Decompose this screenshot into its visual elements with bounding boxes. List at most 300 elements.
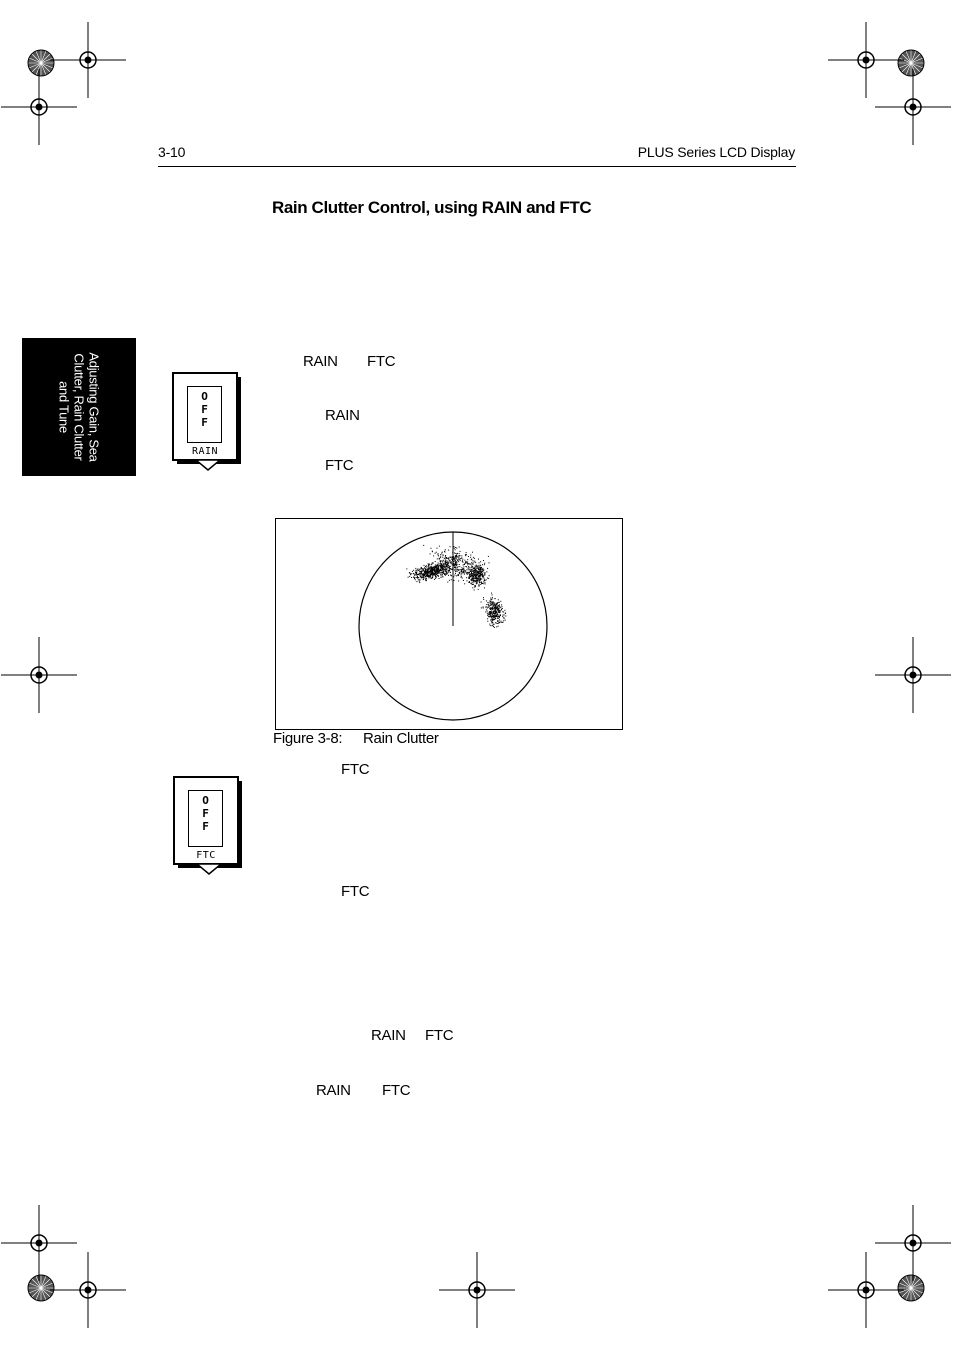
clutter-dot xyxy=(473,571,474,572)
clutter-dot xyxy=(436,552,437,553)
clutter-dot xyxy=(483,581,484,582)
clutter-dot xyxy=(490,608,491,609)
clutter-dot xyxy=(445,568,446,569)
clutter-dot xyxy=(502,608,503,609)
clutter-dot xyxy=(473,581,474,582)
clutter-dot xyxy=(485,611,486,612)
clutter-dot xyxy=(438,563,439,564)
clutter-dot xyxy=(471,567,472,568)
clutter-dot xyxy=(476,573,477,574)
clutter-dot xyxy=(412,571,413,572)
clutter-dot xyxy=(483,599,484,600)
clutter-dot xyxy=(413,577,414,578)
clutter-dot xyxy=(472,571,473,572)
clutter-dot xyxy=(445,564,446,565)
clutter-dot xyxy=(481,602,482,603)
clutter-dot xyxy=(482,576,483,577)
clutter-dot xyxy=(450,572,451,573)
clutter-dot xyxy=(481,567,482,568)
clutter-dot xyxy=(505,613,506,614)
clutter-dot xyxy=(472,560,473,561)
clutter-dot xyxy=(409,576,410,577)
clutter-dot xyxy=(489,562,490,563)
clutter-dot xyxy=(429,576,430,577)
clutter-dot xyxy=(408,577,409,578)
clutter-dot xyxy=(496,612,497,613)
page-number: 3-10 xyxy=(158,144,186,160)
clutter-dot xyxy=(501,609,502,610)
clutter-dot xyxy=(479,584,480,585)
clutter-dot xyxy=(499,602,500,603)
clutter-dot xyxy=(436,574,437,575)
clutter-dot xyxy=(460,558,461,559)
clutter-dot xyxy=(455,549,456,550)
clutter-dot xyxy=(458,566,459,567)
clutter-dot xyxy=(426,572,427,573)
clutter-dot xyxy=(496,623,497,624)
clutter-dot xyxy=(441,571,442,572)
clutter-dot xyxy=(489,614,490,615)
clutter-dot xyxy=(438,567,439,568)
clutter-dot xyxy=(467,562,468,563)
clutter-dot xyxy=(477,568,478,569)
clutter-dot xyxy=(484,575,485,576)
clutter-dot xyxy=(435,553,436,554)
clutter-dot xyxy=(476,582,477,583)
clutter-dot xyxy=(443,563,444,564)
clutter-dot xyxy=(440,556,441,557)
clutter-dot xyxy=(499,615,500,616)
clutter-dot xyxy=(497,606,498,607)
clutter-dot xyxy=(433,555,434,556)
clutter-dot xyxy=(456,565,457,566)
clutter-dot xyxy=(439,569,440,570)
clutter-dot xyxy=(455,547,456,548)
clutter-dot xyxy=(431,568,432,569)
clutter-dot xyxy=(471,562,472,563)
clutter-dot xyxy=(445,574,446,575)
clutter-dot xyxy=(428,572,429,573)
clutter-dot xyxy=(491,602,492,603)
clutter-dot xyxy=(430,567,431,568)
clutter-dot xyxy=(468,582,469,583)
clutter-dot xyxy=(431,574,432,575)
clutter-dot xyxy=(414,573,415,574)
clutter-dot xyxy=(489,624,490,625)
clutter-dot xyxy=(437,571,438,572)
clutter-dot xyxy=(465,570,466,571)
clutter-dot xyxy=(440,557,441,558)
clutter-dot xyxy=(411,577,412,578)
clutter-dot xyxy=(499,616,500,617)
clutter-dot xyxy=(438,553,439,554)
clutter-dot xyxy=(445,571,446,572)
clutter-dot xyxy=(424,577,425,578)
clutter-dot xyxy=(491,605,492,606)
clutter-dot xyxy=(461,571,462,572)
clutter-dot xyxy=(434,567,435,568)
clutter-dot xyxy=(447,562,448,563)
clutter-dot xyxy=(478,585,479,586)
clutter-dot xyxy=(449,570,450,571)
clutter-dot xyxy=(445,560,446,561)
clutter-dot xyxy=(448,572,449,573)
clutter-dot xyxy=(430,576,431,577)
clutter-dot xyxy=(467,580,468,581)
body-keyword-ftc: FTC xyxy=(341,883,370,900)
clutter-dot xyxy=(455,563,456,564)
clutter-dot xyxy=(438,573,439,574)
clutter-dot xyxy=(479,582,480,583)
clutter-dot xyxy=(456,548,457,549)
body-keyword-ftc: FTC xyxy=(325,457,354,474)
clutter-dot xyxy=(422,568,423,569)
clutter-dot xyxy=(471,573,472,574)
clutter-dot xyxy=(418,574,419,575)
clutter-dot xyxy=(478,589,479,590)
clutter-dot xyxy=(474,568,475,569)
clutter-dot xyxy=(498,616,499,617)
clutter-dot xyxy=(480,565,481,566)
clutter-dot xyxy=(450,562,451,563)
clutter-dot xyxy=(430,569,431,570)
clutter-dot xyxy=(472,578,473,579)
clutter-dot xyxy=(493,607,494,608)
clutter-dot xyxy=(465,555,466,556)
clutter-dot xyxy=(410,573,411,574)
clutter-dot xyxy=(430,572,431,573)
clutter-dot xyxy=(457,571,458,572)
clutter-dot xyxy=(458,575,459,576)
clutter-dot xyxy=(490,603,491,604)
clutter-dot xyxy=(419,581,420,582)
clutter-dot xyxy=(461,557,462,558)
clutter-dot xyxy=(447,582,448,583)
clutter-dot xyxy=(421,571,422,572)
clutter-dot xyxy=(422,571,423,572)
clutter-dot xyxy=(484,587,485,588)
clutter-dot xyxy=(456,561,457,562)
clutter-dot xyxy=(484,579,485,580)
clutter-dot xyxy=(479,562,480,563)
clutter-dot xyxy=(426,578,427,579)
clutter-dot xyxy=(470,557,471,558)
clutter-dot xyxy=(469,574,470,575)
clutter-dot xyxy=(439,559,440,560)
clutter-dot xyxy=(440,554,441,555)
clutter-dot xyxy=(424,567,425,568)
clutter-dot xyxy=(496,626,497,627)
clutter-dot xyxy=(484,580,485,581)
clutter-dot xyxy=(417,577,418,578)
clutter-dot xyxy=(477,578,478,579)
clutter-dot xyxy=(419,569,420,570)
clutter-dot xyxy=(479,580,480,581)
clutter-dot xyxy=(490,602,491,603)
clutter-dot xyxy=(480,561,481,562)
clutter-dot xyxy=(486,571,487,572)
clutter-dot xyxy=(467,563,468,564)
clutter-dot xyxy=(438,568,439,569)
clutter-dot xyxy=(438,575,439,576)
clutter-dot xyxy=(435,574,436,575)
clutter-dot xyxy=(454,560,455,561)
clutter-dot xyxy=(406,568,407,569)
clutter-dot xyxy=(479,585,480,586)
clutter-dot xyxy=(463,580,464,581)
clutter-dot xyxy=(449,560,450,561)
clutter-dot xyxy=(463,564,464,565)
clutter-dot xyxy=(484,582,485,583)
clutter-dot xyxy=(452,569,453,570)
clutter-dot xyxy=(419,579,420,580)
clutter-dot xyxy=(486,600,487,601)
clutter-dot xyxy=(478,573,479,574)
clutter-dot xyxy=(478,569,479,570)
clutter-dot xyxy=(445,567,446,568)
clutter-dot xyxy=(415,572,416,573)
clutter-dot xyxy=(482,568,483,569)
clutter-dot xyxy=(461,572,462,573)
clutter-dot xyxy=(468,566,469,567)
clutter-dot xyxy=(491,593,492,594)
clutter-dot xyxy=(498,611,499,612)
clutter-dot xyxy=(425,579,426,580)
clutter-dot xyxy=(487,618,488,619)
clutter-dot xyxy=(474,574,475,575)
ftc-softkey xyxy=(173,776,243,876)
clutter-dot xyxy=(439,578,440,579)
clutter-dot xyxy=(490,615,491,616)
clutter-dot xyxy=(425,572,426,573)
clutter-dot xyxy=(497,614,498,615)
clutter-dot xyxy=(445,566,446,567)
clutter-dot xyxy=(486,579,487,580)
clutter-dot xyxy=(492,609,493,610)
clutter-dot xyxy=(473,573,474,574)
body-keyword-rain: RAIN xyxy=(371,1027,406,1044)
clutter-dot xyxy=(470,579,471,580)
clutter-dot xyxy=(476,566,477,567)
clutter-dot xyxy=(495,618,496,619)
clutter-dot xyxy=(437,558,438,559)
clutter-dot xyxy=(501,604,502,605)
clutter-dot xyxy=(496,603,497,604)
clutter-dot xyxy=(481,569,482,570)
clutter-dot xyxy=(485,607,486,608)
clutter-dot xyxy=(443,560,444,561)
clutter-dot xyxy=(482,574,483,575)
clutter-dot xyxy=(468,573,469,574)
clutter-dot xyxy=(473,580,474,581)
clutter-dot xyxy=(437,548,438,549)
clutter-dot xyxy=(470,583,471,584)
clutter-dot xyxy=(468,563,469,564)
clutter-dot xyxy=(422,574,423,575)
clutter-dot xyxy=(488,556,489,557)
clutter-dot xyxy=(495,615,496,616)
clutter-dot xyxy=(483,597,484,598)
clutter-dot xyxy=(429,568,430,569)
clutter-dot xyxy=(442,567,443,568)
clutter-dot xyxy=(500,601,501,602)
clutter-dot xyxy=(437,554,438,555)
clutter-dot xyxy=(470,569,471,570)
clutter-dot xyxy=(471,576,472,577)
clutter-dot xyxy=(448,558,449,559)
clutter-dot xyxy=(468,568,469,569)
clutter-dot xyxy=(438,570,439,571)
clutter-dot xyxy=(474,570,475,571)
clutter-dot xyxy=(493,612,494,613)
clutter-dot xyxy=(464,574,465,575)
clutter-dot xyxy=(428,577,429,578)
clutter-dot xyxy=(499,619,500,620)
clutter-dot xyxy=(446,569,447,570)
clutter-dot xyxy=(439,546,440,547)
clutter-dot xyxy=(423,545,424,546)
clutter-dot xyxy=(479,576,480,577)
clutter-dot xyxy=(479,577,480,578)
clutter-dot xyxy=(489,606,490,607)
clutter-dot xyxy=(455,573,456,574)
clutter-dot xyxy=(483,560,484,561)
body-keyword-ftc: FTC xyxy=(341,761,370,778)
clutter-dot xyxy=(495,616,496,617)
clutter-dot xyxy=(421,567,422,568)
clutter-dot xyxy=(494,610,495,611)
clutter-dot xyxy=(459,573,460,574)
clutter-dot xyxy=(415,579,416,580)
clutter-dot xyxy=(459,556,460,557)
clutter-dot xyxy=(467,574,468,575)
clutter-dot xyxy=(461,577,462,578)
clutter-dot xyxy=(480,579,481,580)
clutter-dot xyxy=(452,559,453,560)
radar-display xyxy=(276,519,622,729)
clutter-dot xyxy=(457,562,458,563)
clutter-dot xyxy=(441,553,442,554)
clutter-dot xyxy=(465,566,466,567)
body-keyword-ftc: FTC xyxy=(425,1027,454,1044)
clutter-dot xyxy=(409,572,410,573)
clutter-dot xyxy=(452,564,453,565)
clutter-dot xyxy=(493,601,494,602)
clutter-dot xyxy=(432,570,433,571)
clutter-dot xyxy=(456,575,457,576)
clutter-dot xyxy=(435,569,436,570)
clutter-dot xyxy=(455,560,456,561)
clutter-dot xyxy=(447,561,448,562)
clutter-dot xyxy=(497,610,498,611)
clutter-dot xyxy=(425,566,426,567)
figure-number: Figure 3-8: xyxy=(273,730,343,747)
clutter-dot xyxy=(448,563,449,564)
clutter-dot xyxy=(475,569,476,570)
clutter-dot xyxy=(475,565,476,566)
clutter-dot xyxy=(437,565,438,566)
chapter-side-tab xyxy=(22,338,136,476)
clutter-dot xyxy=(446,572,447,573)
clutter-dot xyxy=(494,605,495,606)
clutter-dot xyxy=(479,581,480,582)
clutter-dot xyxy=(490,598,491,599)
clutter-dot xyxy=(474,585,475,586)
clutter-dot xyxy=(426,567,427,568)
clutter-dot xyxy=(499,604,500,605)
clutter-dot xyxy=(498,599,499,600)
clutter-dot xyxy=(492,616,493,617)
clutter-dot xyxy=(492,599,493,600)
clutter-dot xyxy=(459,553,460,554)
clutter-dot xyxy=(487,602,488,603)
clutter-dot xyxy=(450,556,451,557)
clutter-dot xyxy=(476,581,477,582)
clutter-dot xyxy=(428,574,429,575)
clutter-dot xyxy=(457,575,458,576)
clutter-dot xyxy=(435,576,436,577)
clutter-dot xyxy=(447,564,448,565)
clutter-dot xyxy=(435,578,436,579)
clutter-dot xyxy=(451,569,452,570)
clutter-dot xyxy=(493,613,494,614)
clutter-dot xyxy=(492,606,493,607)
clutter-dot xyxy=(459,547,460,548)
running-title: PLUS Series LCD Display xyxy=(637,144,795,160)
clutter-dot xyxy=(435,565,436,566)
clutter-dot xyxy=(487,608,488,609)
clutter-dot xyxy=(461,567,462,568)
clutter-dot xyxy=(418,577,419,578)
clutter-dot xyxy=(440,561,441,562)
clutter-dot xyxy=(454,575,455,576)
clutter-dot xyxy=(474,575,475,576)
clutter-dot xyxy=(482,583,483,584)
clutter-dot xyxy=(490,625,491,626)
clutter-dot xyxy=(457,569,458,570)
clutter-dot xyxy=(489,613,490,614)
clutter-dot xyxy=(450,546,451,547)
clutter-dot xyxy=(431,548,432,549)
clutter-dot xyxy=(479,575,480,576)
clutter-dot xyxy=(493,606,494,607)
clutter-dot xyxy=(474,561,475,562)
clutter-dot xyxy=(486,604,487,605)
body-keyword-rain: RAIN xyxy=(303,353,338,370)
clutter-dot xyxy=(431,567,432,568)
clutter-dot xyxy=(483,570,484,571)
clutter-dot xyxy=(494,604,495,605)
clutter-dot xyxy=(479,567,480,568)
clutter-dot xyxy=(450,575,451,576)
clutter-dot xyxy=(457,553,458,554)
clutter-dot xyxy=(457,559,458,560)
clutter-dot xyxy=(496,605,497,606)
clutter-dot xyxy=(462,578,463,579)
clutter-dot xyxy=(483,577,484,578)
clutter-dot xyxy=(423,573,424,574)
clutter-dot xyxy=(438,571,439,572)
clutter-dot xyxy=(485,583,486,584)
clutter-dot xyxy=(491,617,492,618)
clutter-dot xyxy=(494,617,495,618)
clutter-dot xyxy=(480,580,481,581)
clutter-dot xyxy=(491,619,492,620)
clutter-dot xyxy=(423,569,424,570)
clutter-dot xyxy=(493,624,494,625)
clutter-dot xyxy=(472,575,473,576)
clutter-dot xyxy=(444,551,445,552)
